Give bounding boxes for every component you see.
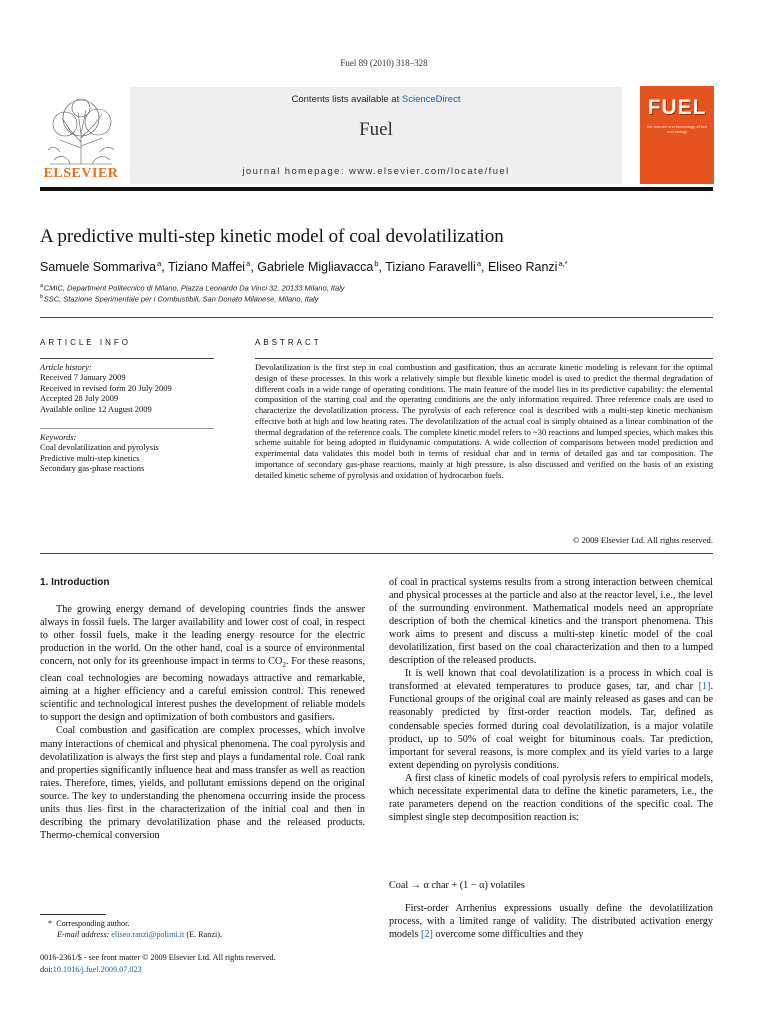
author-affiliation-mark: a — [157, 259, 162, 268]
reference-link[interactable]: [2] — [420, 929, 433, 941]
affiliation — [40, 283, 345, 293]
issn-line: 0016-2361/$ - see front matter © 2009 Elsevier Ltd. All rights reserved. — [40, 953, 276, 962]
journal-homepage[interactable]: journal homepage: www.elsevier.com/locate/fuel — [242, 166, 510, 177]
doi-line: doi:10.1016/j.fuel.2009.07.023 — [40, 965, 142, 974]
history-entry: Received in revised form 20 July 2009 — [40, 382, 172, 393]
body-paragraph: of coal in practical systems results from a strong interaction between chemical and physical processes at the particle and also at the reactor level, i.e., the level of the surrounding environment. Mathematical models need an appropriate description of both the chemical kinetics and the transport phenomena. This work aims to present and discuss a multi-step kinetic model of the coal devolatilization, first based on the coal characterization and then to a lumped description of the released products. — [389, 577, 713, 667]
abstract-text: Devolatilization is the first step in coal combustion and gasification, thus an accurate kinetic modeling is relevant for the optimal design of these processes. In this work a relatively simple but flexible kinetic model is used to predict the thermal degradation of different coals in a wide range of operating conditions. The main feature of the model lies in its predictive capability: the elemental composition of the starting coal and the operating conditions are the only information required. Three reference coals are used to characterize the devolatilization process. The pyrolysis of each reference coal is described with a multi-step kinetic mechanism effective both at high and low heating rates. The devolatilization of the actual coal is simply obtained as a linear combination of the thermal degradation of the reference coals. The complete kinetic model refers to ~30 reactions and lumped species, which makes this scheme suitable for being adopted in fluidynamic computations. A wide collection of comparisons between model prediction and experimental data validates this model both in terms of residual char and in terms of detailed gas and tar composition. The importance of secondary gas-phase reactions, mainly at high pressure, is also discussed and verified on the basis of an existing detailed kinetic scheme of pyrolysis and oxidation of hydrocarbon fuels. — [255, 362, 713, 480]
body-paragraph: First-order Arrhenius expressions usually define the devolatilization process, with a limited range of validity. The distributed activation energy models [2] overcome some difficulties and they — [389, 903, 713, 941]
reaction-equation: Coal → α char + (1 − α) volatiles — [389, 880, 525, 891]
affiliation-mark: a — [40, 283, 44, 289]
affiliation — [40, 294, 318, 304]
affiliation-mark: b — [40, 294, 44, 300]
journal-name: Fuel — [359, 119, 393, 140]
body-left-column — [40, 603, 365, 842]
body-paragraph: Coal combustion and gasification are complex processes, which involve many interactions of chemical and physical phenomena. The coal pyrolysis and devolatilization is always the first step and plays a fundamental role. Coal rank and properties significantly influence heat and mass transfer as well as reaction rates. Therefore, times, yields, and pollutant emissions depend on the original source. The key to understanding the phenomena occurring inside the process units thus lies first in the characterization of the initial coal and then in describing the primary devolatilization phase and the released products. Thermo-chemical conversion — [40, 725, 365, 841]
body-right-column — [389, 576, 713, 824]
author-affiliation-mark: a,* — [558, 259, 568, 268]
article-title: A predictive multi-step kinetic model of coal devolatilization — [40, 226, 504, 247]
keyword: Coal devolatilization and pyrolysis — [40, 442, 159, 453]
author-affiliation-mark: a — [246, 259, 251, 268]
author-affiliation-mark: b — [374, 259, 379, 268]
abstract-copyright: © 2009 Elsevier Ltd. All rights reserved. — [572, 535, 713, 545]
author-name[interactable]: Samuele Sommariva — [40, 260, 157, 275]
section-heading-introduction: 1. Introduction — [40, 577, 110, 588]
section-divider — [40, 317, 713, 318]
author-name[interactable]: Tiziano Faravelli — [385, 260, 476, 275]
contents-line — [130, 94, 622, 105]
corresponding-author-note: * Corresponding author. — [48, 919, 130, 928]
author-name[interactable]: Gabriele Migliavacca — [257, 260, 374, 275]
keywords-divider — [40, 428, 214, 429]
elsevier-wordmark: ELSEVIER — [43, 166, 119, 181]
abstract-divider — [255, 358, 713, 359]
body-paragraph: A first class of kinetic models of coal pyrolysis refers to empirical models, which necessitate experimental data to define the kinetic parameters, i.e., the rate parameters depend on the reaction conditions of the specific coal. The simplest single step decomposition reaction is: — [389, 772, 713, 823]
author-list: Samuele Sommariva $^a$, Tiziano Maffei $^a$, Gabriele Migliavacca $^b$, Tiziano Faravelli $^a$, Eliseo Ranzi $^{a,*}$ — [40, 259, 568, 275]
article-info-divider — [40, 358, 214, 359]
article-info-heading: ARTICLE INFO — [40, 338, 131, 347]
body-paragraph: It is well known that coal devolatilization is a process in which coal is transformed at elevated temperatures to produce gases, tar, and char [1]. Functional groups of the original coal are mainly released as gases and can be reasonably predicted by first-order reaction models. Tar, defined as condensable species formed during coal devolatilization, is a major volatile product, up to 50% of coal weight for bituminous coals. Tar prediction, important for several reasons, is more complex and its yield varies to a large extent depending on pyrolysis conditions. — [389, 668, 713, 771]
footnote-divider — [40, 914, 106, 915]
author-affiliation-mark: a — [476, 259, 482, 268]
article-history — [40, 362, 240, 414]
history-entry: Accepted 28 July 2009 — [40, 393, 119, 404]
sciencedirect-link[interactable]: ScienceDirect — [401, 94, 461, 105]
history-entry: Received 7 January 2009 — [40, 372, 126, 383]
doi-link[interactable]: 10.1016/j.fuel.2009.07.023 — [52, 965, 142, 974]
header-divider — [40, 187, 713, 191]
history-label: Article history: — [40, 362, 92, 372]
author-name[interactable]: Tiziano Maffei — [167, 260, 246, 275]
keyword: Secondary gas-phase reactions — [40, 463, 145, 474]
keyword: Predictive multi-step kinetics — [40, 452, 140, 463]
body-right-column-continued — [389, 902, 713, 941]
affiliation-text: CMIC, Department Politecnico di Milano, Piazza Leonardo Da Vinci 32, 20133 Milano, Italy — [43, 283, 345, 293]
affiliation-text: SSC, Stazione Sperimentale per i Combustibili, San Donato Milanese, Milano, Italy — [43, 294, 319, 304]
cover-subtitle: the science and technology of fuel and energy — [646, 124, 708, 134]
email-note: E-mail address: eliseo.ranzi@polimi.it (E. Ranzi). — [57, 930, 223, 939]
cover-title: FUEL — [647, 96, 707, 119]
email-link[interactable]: eliseo.ranzi@polimi.it — [111, 930, 185, 939]
author-name[interactable]: Eliseo Ranzi — [487, 260, 558, 275]
body-paragraph: The growing energy demand of developing countries finds the answer always in fossil fuels. The larger availability and lower cost of coal, in respect to other fossil fuels, make it the leading energy resource for the electric production in the world. On the other hand, coal is a source of environmental concern, not only for its greenhouse impact in terms to $CO_2$. For these reasons, clean coal technologies are becoming nowadays attractive and remarkable, aiming at a higher efficiency and a careful emission control. This renewed scientific and technological interest pushes the development of reliable models to support the design and optimization of both combustors and gasifiers. — [40, 604, 366, 724]
abstract-bottom-divider — [40, 553, 713, 554]
keywords-block — [40, 432, 240, 474]
history-entry: Available online 12 August 2009 — [40, 403, 152, 414]
journal-citation: Fuel 89 (2010) 318–328 — [340, 58, 428, 68]
contents-prefix: Contents lists available at — [291, 94, 400, 105]
abstract-heading: ABSTRACT — [255, 338, 322, 347]
reference-link[interactable]: [1] — [698, 681, 711, 693]
keywords-label: Keywords: — [40, 432, 77, 442]
